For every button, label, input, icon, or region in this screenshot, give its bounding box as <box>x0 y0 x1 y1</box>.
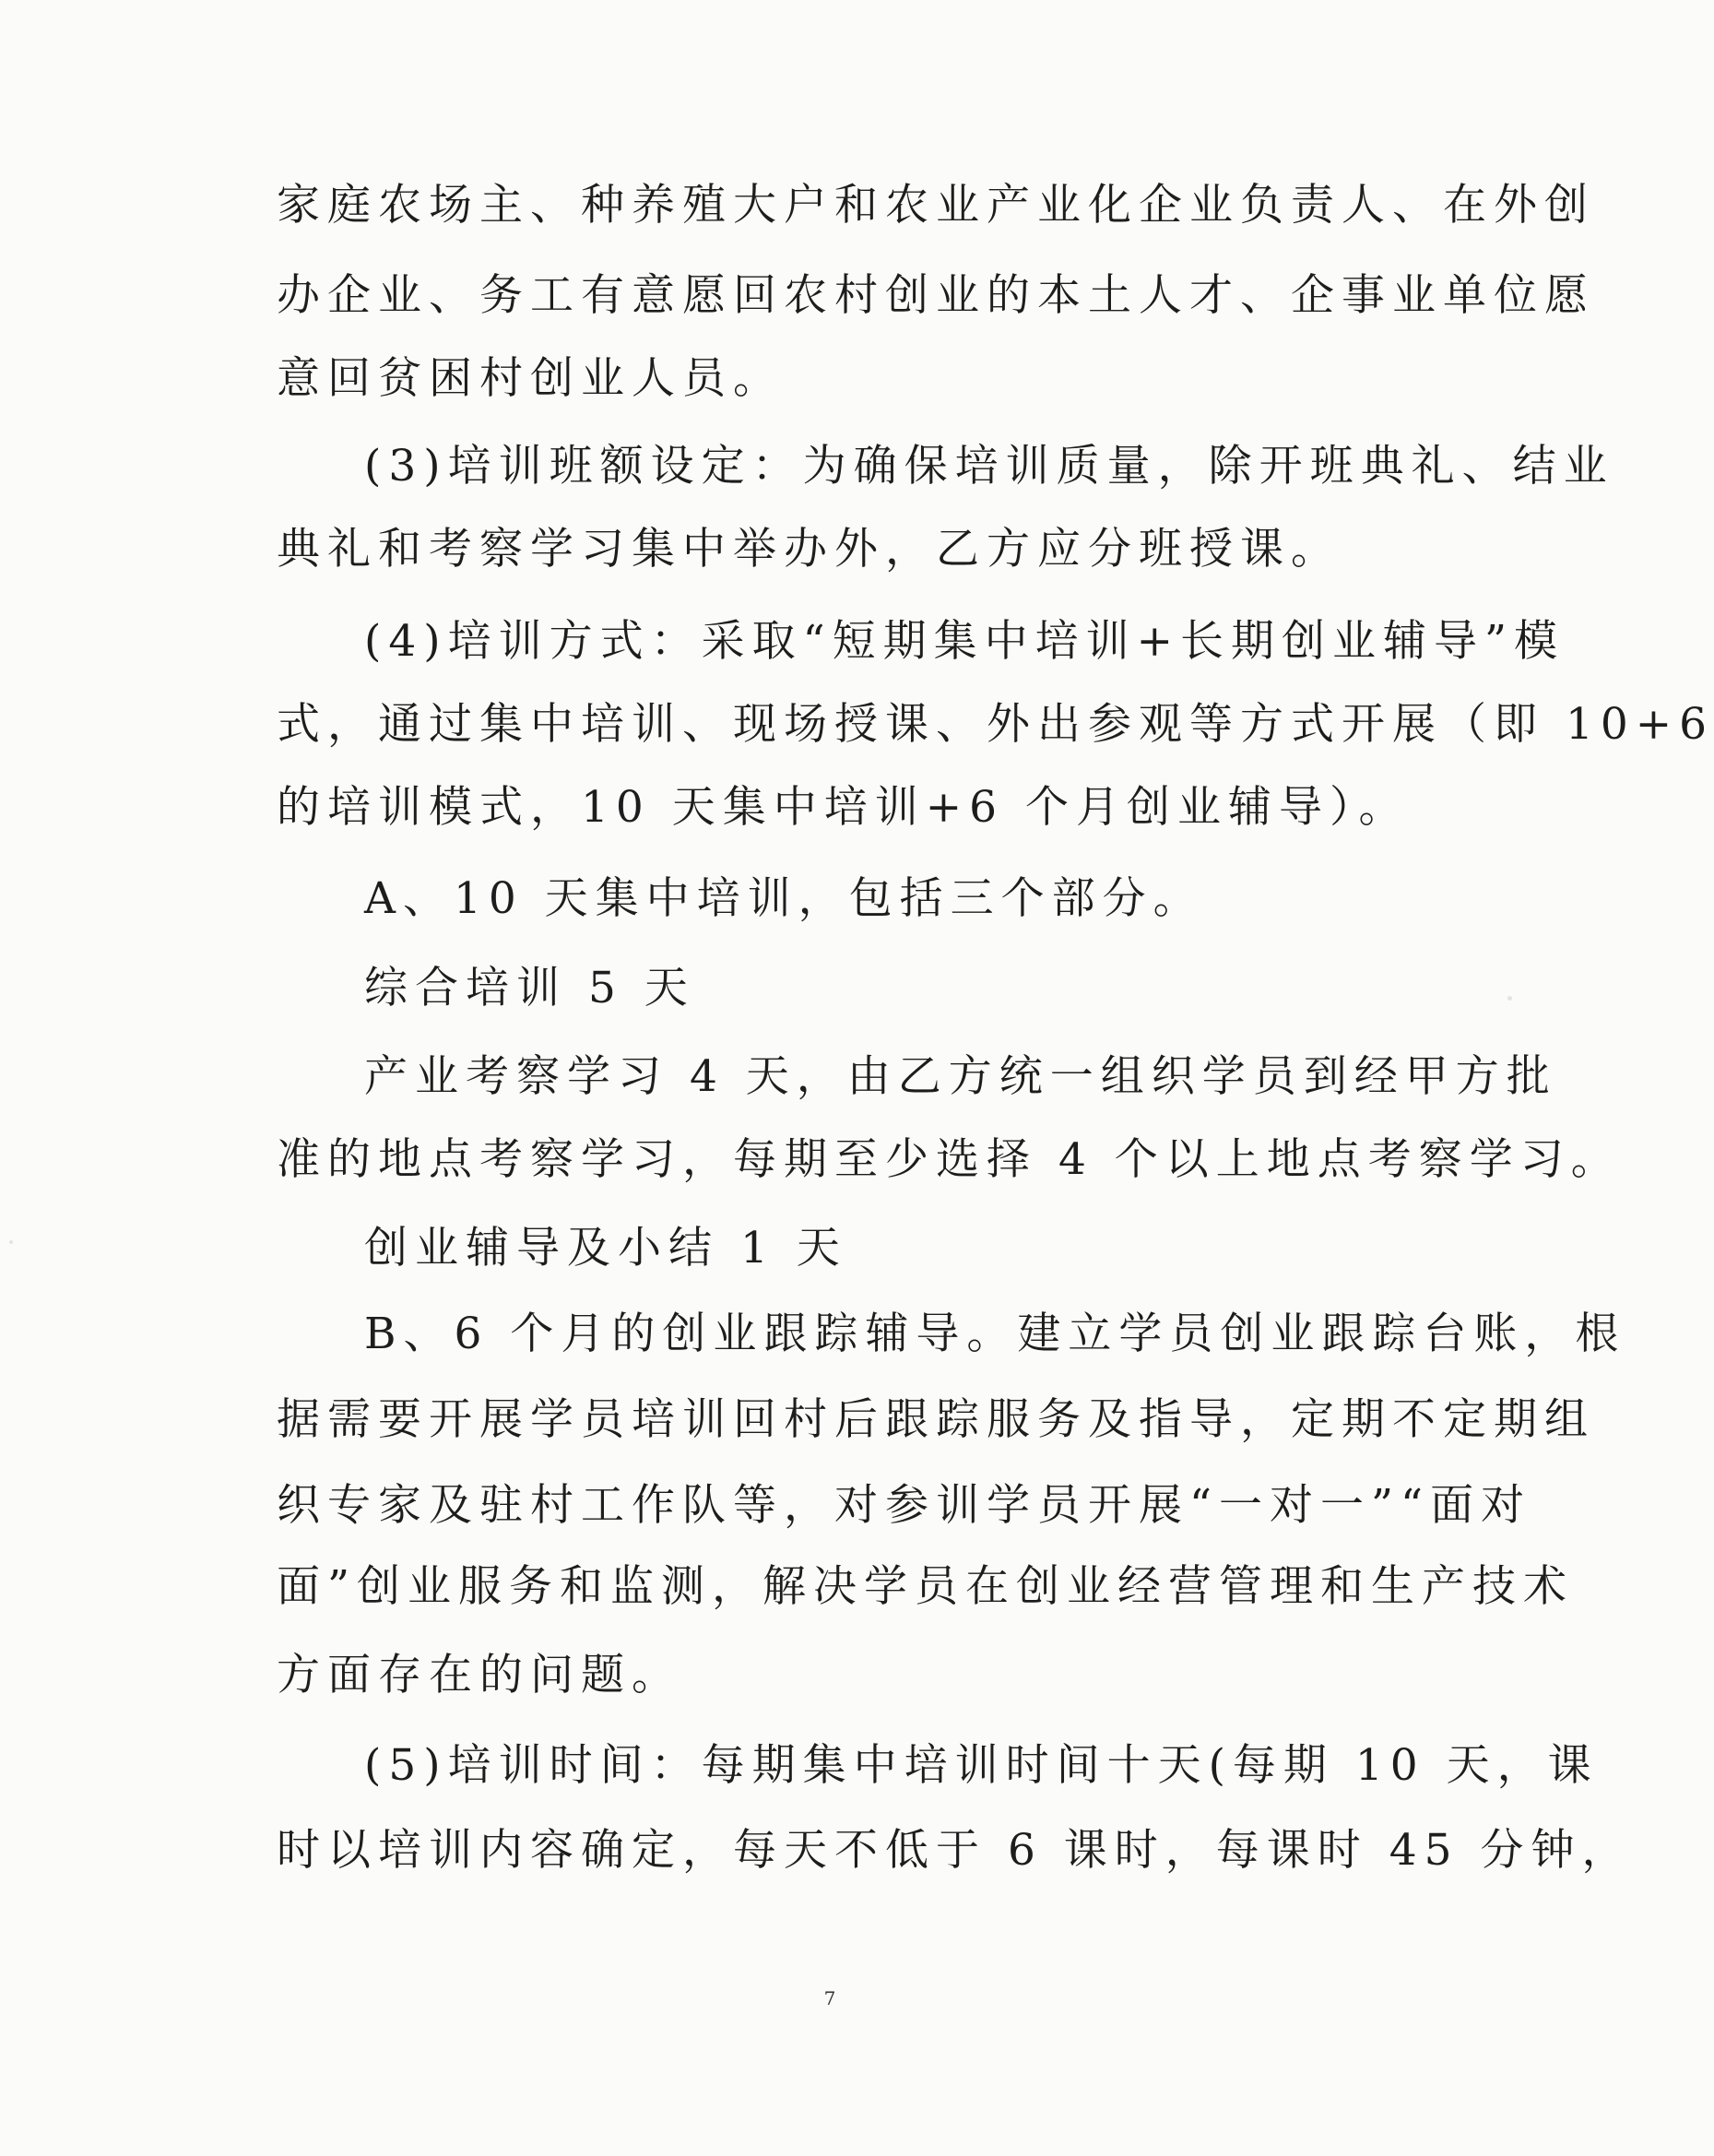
paragraph-line: (3)培训班额设定：为确保培训质量，除开班典礼、结业 <box>364 441 1614 492</box>
paragraph-line: 综合培训 5 天 <box>364 963 695 1013</box>
paragraph-line: 式，通过集中培训、现场授课、外出参观等方式开展（即 10+6 <box>277 699 1714 750</box>
paragraph-line: B、6 个月的创业跟踪辅导。建立学员创业跟踪台账，根 <box>364 1309 1626 1359</box>
paragraph-line: 产业考察学习 4 天，由乙方统一组织学员到经甲方批 <box>364 1051 1557 1102</box>
paragraph-line: 的培训模式，10 天集中培训+6 个月创业辅导）。 <box>277 782 1410 833</box>
paragraph-line: 织专家及驻村工作队等，对参训学员开展“一对一”“面对 <box>277 1480 1532 1531</box>
paragraph-line: 时以培训内容确定，每天不低于 6 课时，每课时 45 分钟， <box>277 1825 1633 1876</box>
paragraph-line: 办企业、务工有意愿回农村创业的本土人才、企事业单位愿 <box>277 270 1595 321</box>
paragraph-line: (5)培训时间：每期集中培训时间十天(每期 10 天，课 <box>364 1740 1599 1791</box>
scan-speck <box>9 1240 13 1244</box>
paragraph-line: A、10 天集中培训，包括三个部分。 <box>364 873 1204 924</box>
paragraph-line: 据需要开展学员培训回村后跟踪服务及指导，定期不定期组 <box>277 1394 1595 1445</box>
paragraph-line: 意回贫困村创业人员。 <box>277 353 784 404</box>
paragraph-line: 方面存在的问题。 <box>277 1650 682 1700</box>
paragraph-line: 典礼和考察学习集中举办外，乙方应分班授课。 <box>277 524 1342 575</box>
page-number: 7 <box>823 1987 836 2009</box>
paragraph-line: 创业辅导及小结 1 天 <box>364 1223 847 1273</box>
paragraph-line: (4)培训方式：采取“短期集中培训+长期创业辅导”模 <box>364 616 1566 667</box>
paragraph-line: 准的地点考察学习，每期至少选择 4 个以上地点考察学习。 <box>277 1134 1622 1185</box>
scan-speck <box>1507 996 1512 1001</box>
paragraph-line: 家庭农场主、种养殖大户和农业产业化企业负责人、在外创 <box>277 180 1595 231</box>
paragraph-line: 面”创业服务和监测，解决学员在创业经营管理和生产技术 <box>277 1561 1575 1612</box>
